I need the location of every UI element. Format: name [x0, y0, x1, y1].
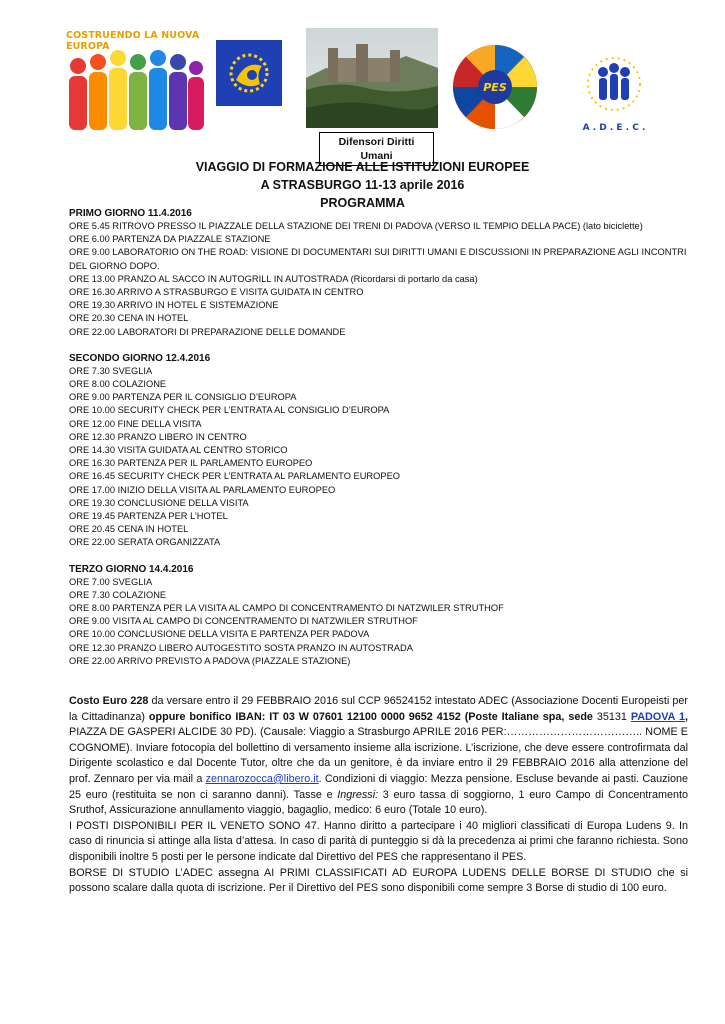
header-logos	[0, 28, 725, 162]
padova-link[interactable]: PADOVA 1	[630, 710, 685, 723]
schedule-entry: ORE 14.30 VISITA GUIDATA AL CENTRO STORICO	[69, 445, 288, 456]
ingressi-label: Ingressi:	[337, 788, 379, 801]
schedule-entry: ORE 8.00 COLAZIONE	[69, 379, 167, 390]
castle-photo	[306, 28, 438, 128]
document-title	[0, 158, 725, 212]
email-link[interactable]: zennarozocca@libero.it	[205, 772, 319, 785]
difensori-line2: Umani	[360, 150, 393, 162]
schedule-entry: ORE 12.30 PRANZO LIBERO AUTOGESTITO SOSTA PRANZO IN AUTOSTRADA	[69, 642, 413, 653]
schedule-entry: ORE 16.30 PARTENZA PER IL PARLAMENTO EUROPEO	[69, 458, 313, 469]
schedule-entry: ORE 20.45 CENA IN HOTEL	[69, 524, 189, 535]
day-3	[69, 563, 689, 668]
program	[69, 207, 689, 668]
day-heading: TERZO GIORNO 14.4.2016	[69, 563, 194, 575]
schedule-entry: ORE 7.30 COLAZIONE	[69, 589, 167, 600]
schedule-entry: ORE 20.30 CENA IN HOTEL	[69, 313, 189, 324]
schedule-entry: ORE 7.00 SVEGLIA	[69, 576, 153, 587]
schedule-entry: ORE 8.00 PARTENZA PER LA VISITA AL CAMPO DI CONCENTRAMENTO DI NATZWILER STRUTHOF	[69, 603, 504, 614]
eu-stars-logo	[216, 40, 282, 106]
adec-label: A . D . E . C .	[582, 123, 646, 133]
rainbow-people-icon	[66, 44, 206, 136]
cost-text-a: da versare entro il 29 FEBBRAIO 2016 sul CCP 96524152 intestato ADEC (Associazione Docenti Europeisti per la Cittadinanza)	[69, 695, 688, 723]
schedule-entry: ORE 22.00 SERATA ORGANIZZATA	[69, 537, 221, 548]
schedule-entry: ORE 22.00 ARRIVO PREVISTO A PADOVA (PIAZZALE STAZIONE)	[69, 655, 351, 666]
cost-text-g: 3 euro tassa di soggiorno, 1 euro Campo di Concentramento Sruthof, Assicurazione annullamento viaggio, bagaglio, medico: 6 euro (Totale 10 euro).	[69, 788, 689, 817]
schedule-entry: ORE 5.45 RITROVO PRESSO IL PIAZZALE DELLA STAZIONE DEI TRENI DI PADOVA (VERSO IL TEMPIO DELLA PACE) (lato biciclette)	[69, 221, 643, 231]
title-line-2: A STRASBURGO 11-13 aprile 2016	[260, 178, 465, 192]
cost-paragraph	[69, 694, 688, 819]
schedule-entry: ORE 9.00 LABORATORIO ON THE ROAD: VISIONE DI DOCUMENTARI SUI DIRITTI UMANI E DISCUSSIONI IN PREPARAZIONE AGLI INCONTRI DEL GIORNO DOPO.	[69, 247, 687, 271]
pes-label: PES	[483, 81, 507, 94]
day-heading: PRIMO GIORNO 11.4.2016	[69, 208, 192, 219]
cost-text-e: PIAZZA DE GASPERI ALCIDE 30 PD). (Causale: Viaggio a Strasburgo APRILE 2016 PER:……………………………….. NOME E COGNOME). Inviare fotocopia del bollettino di versamento insieme alla iscrizione. L’iscrizione, che deve essere controfirmata dal Dirigente scolastico e dal Docente Tutor, oltre che da un genitore, è da inviare entro il 29 FEBBRAIO 2016 alla attenzione del prof. Zennaro per via mail a	[69, 726, 688, 785]
day-1	[69, 207, 689, 339]
castle-landscape-icon	[306, 28, 438, 128]
cost-text-f: . Condizioni di viaggio: Mezza pensione. Escluse bevande ai pasti. Cauzione 25 euro (restituita se non ci saranno danni). Tasse e	[69, 772, 688, 801]
schedule-entry: ORE 7.30 SVEGLIA	[69, 365, 153, 376]
pes-flags-icon	[452, 44, 538, 130]
iban-text: oppure bonifico IBAN: IT 03 W 07601 12100 0000 9652 4152 (Poste Italiane spa, sede	[148, 710, 593, 723]
schedule-entry: ORE 16.45 SECURITY CHECK PER L’ENTRATA AL PARLAMENTO EUROPEO	[69, 471, 400, 482]
scholarship-paragraph: BORSE DI STUDIO L’ADEC assegna AI PRIMI CLASSIFICATI AD EUROPA LUDENS DELLE BORSE DI STUDIO che si possono scalare dalla quota di iscrizione. Per il Direttivo del PES sono disponibili come sempre 3 Borse di studio di 100 euro.	[69, 866, 688, 895]
cost-label: Costo Euro 228	[69, 695, 149, 707]
day-heading: SECONDO GIORNO 12.4.2016	[69, 352, 211, 364]
schedule-entry: ORE 10.00 CONCLUSIONE DELLA VISITA E PARTENZA PER PADOVA	[69, 629, 370, 640]
schedule-entry: ORE 9.00 VISITA AL CAMPO DI CONCENTRAMENTO DI NATZWILER STRUTHOF	[69, 616, 418, 627]
cost-section	[69, 694, 688, 897]
schedule-entry: ORE 17.00 INIZIO DELLA VISITA AL PARLAMENTO EUROPEO	[69, 484, 336, 495]
europe-stars-icon	[216, 40, 282, 106]
costruendo-logo	[66, 30, 206, 135]
title-line-1: VIAGGIO DI FORMAZIONE ALLE ISTITUZIONI EUROPEE	[195, 160, 530, 174]
day-2	[69, 352, 689, 550]
schedule-entry: ORE 19.30 ARRIVO IN HOTEL E SISTEMAZIONE	[69, 300, 279, 311]
schedule-entry: ORE 19.30 CONCLUSIONE DELLA VISITA	[69, 497, 249, 508]
difensori-line1: Difensori Diritti	[338, 136, 415, 148]
title-line-3: PROGRAMMA	[320, 196, 405, 210]
schedule-entry: ORE 16.30 ARRIVO A STRASBURGO E VISITA GUIDATA IN CENTRO	[69, 287, 364, 298]
schedule-entry: ORE 10.00 SECURITY CHECK PER L’ENTRATA AL CONSIGLIO D’EUROPA	[69, 405, 390, 416]
schedule-entry: ORE 9.00 PARTENZA PER IL CONSIGLIO D’EUROPA	[69, 392, 297, 403]
schedule-entry: ORE 22.00 LABORATORI DI PREPARAZIONE DELLE DOMANDE	[69, 326, 346, 337]
schedule-entry: ORE 12.00 FINE DELLA VISITA	[69, 418, 202, 429]
adec-people-icon	[575, 48, 653, 138]
pes-logo	[452, 44, 538, 130]
cost-comma: ,	[685, 710, 688, 723]
schedule-entry: ORE 19.45 PARTENZA PER L’HOTEL	[69, 511, 228, 522]
costruendo-logo-title: COSTRUENDO LA NUOVA EUROPA	[66, 30, 200, 52]
schedule-entry: ORE 13.00 PRANZO AL SACCO IN AUTOGRILL IN AUTOSTRADA (Ricordarsi di portarlo da casa)	[69, 273, 478, 284]
schedule-entry: ORE 6.00 PARTENZA DA PIAZZALE STAZIONE	[69, 234, 271, 245]
schedule-entry: ORE 12.30 PRANZO LIBERO IN CENTRO	[69, 431, 247, 442]
cost-text-c: 35131	[596, 710, 631, 723]
adec-logo	[575, 48, 653, 138]
seats-paragraph: I POSTI DISPONIBILI PER IL VENETO SONO 47. Hanno diritto a partecipare i 40 migliori classificati di Europa Ludens 9. In caso di rinuncia si attinge alla lista d’attesa. In caso di parità di punteggio si dà la precedenza ai primi che faranno richiesta. Sono disponibili inoltre 5 posti per le persone indicate dal Direttivo del PES che rappresentano il PES.	[69, 819, 688, 863]
